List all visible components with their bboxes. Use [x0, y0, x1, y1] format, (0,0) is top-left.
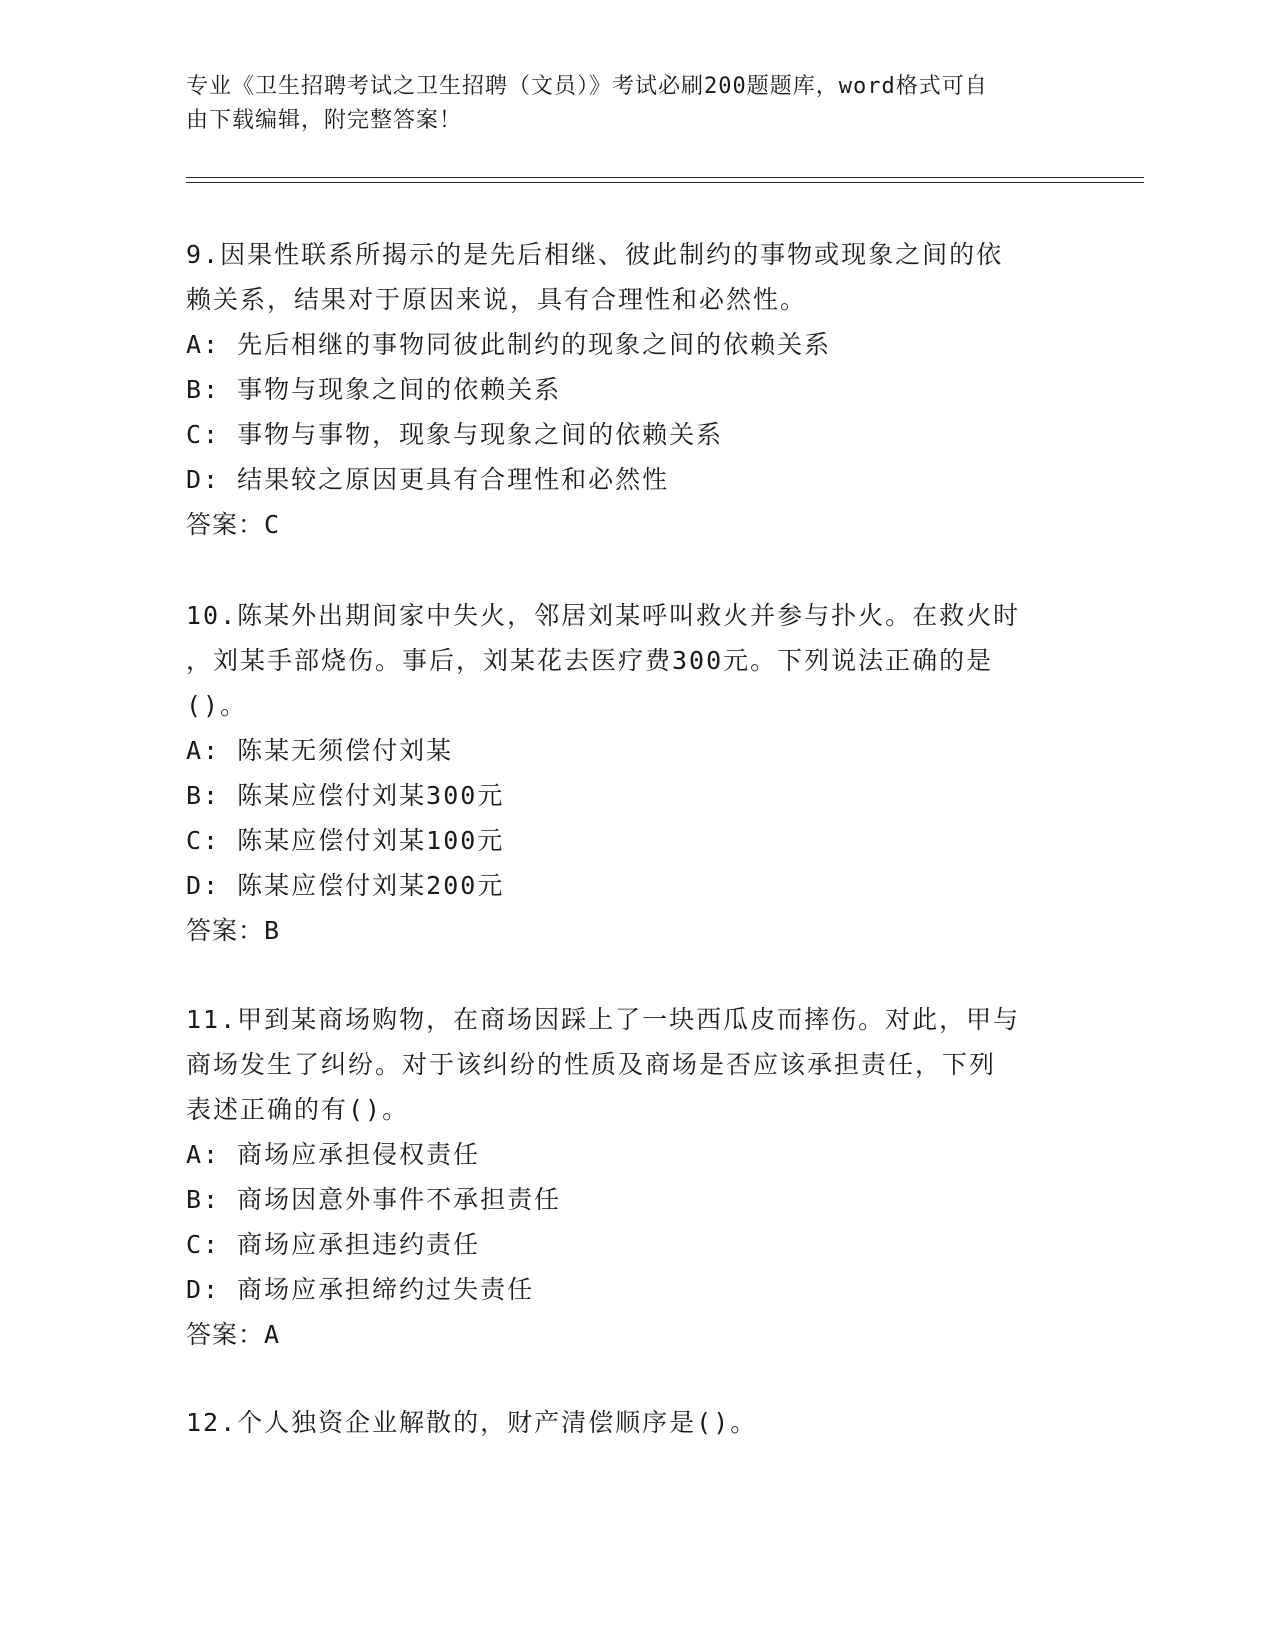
option-a: [186, 728, 1066, 773]
answer-value: C: [264, 510, 281, 539]
question-10: [186, 593, 1066, 953]
option-text: 陈某应偿付刘某200元: [237, 871, 505, 900]
answer-label: 答案：: [186, 1320, 265, 1349]
option-letter: B:: [186, 375, 221, 404]
question-stem: [186, 232, 1066, 322]
option-c: [186, 1222, 1066, 1267]
answer-label: 答案：: [186, 916, 265, 945]
option-b: [186, 1177, 1066, 1222]
question-stem: [186, 593, 1066, 728]
question-12: [186, 1400, 1066, 1445]
answer-value: A: [264, 1320, 281, 1349]
option-b: [186, 773, 1066, 818]
option-a: [186, 1132, 1066, 1177]
option-letter: A:: [186, 1140, 221, 1169]
stem-line: 赖关系，结果对于原因来说，具有合理性和必然性。: [186, 285, 808, 314]
stem-line: 11.甲到某商场购物，在商场因踩上了一块西瓜皮而摔伤。对此，甲与: [186, 1005, 1021, 1034]
question-stem: [186, 997, 1066, 1132]
stem-line: 10.陈某外出期间家中失火，邻居刘某呼叫救火并参与扑火。在救火时: [186, 601, 1021, 630]
answer-line: [186, 502, 1066, 547]
option-text: 先后相继的事物同彼此制约的现象之间的依赖关系: [237, 330, 832, 359]
stem-line: ()。: [186, 691, 248, 720]
option-letter: D:: [186, 1275, 221, 1304]
option-text: 商场应承担缔约过失责任: [237, 1275, 535, 1304]
option-letter: B:: [186, 1185, 221, 1214]
option-text: 商场应承担违约责任: [237, 1230, 481, 1259]
answer-line: [186, 1312, 1066, 1357]
option-letter: B:: [186, 781, 221, 810]
header-divider-top: [186, 177, 1144, 178]
stem-line: 商场发生了纠纷。对于该纠纷的性质及商场是否应该承担责任，下列: [186, 1050, 997, 1079]
option-text: 陈某无须偿付刘某: [237, 736, 454, 765]
option-text: 陈某应偿付刘某300元: [237, 781, 505, 810]
option-d: [186, 457, 1066, 502]
header-divider-bottom: [186, 182, 1144, 183]
stem-line: 12.个人独资企业解散的，财产清偿顺序是()。: [186, 1408, 758, 1437]
option-text: 事物与事物，现象与现象之间的依赖关系: [237, 420, 724, 449]
option-c: [186, 412, 1066, 457]
stem-line: ，刘某手部烧伤。事后，刘某花去医疗费300元。下列说法正确的是: [186, 646, 994, 675]
option-letter: C:: [186, 826, 221, 855]
answer-value: B: [264, 916, 281, 945]
option-a: [186, 322, 1066, 367]
stem-line: 表述正确的有()。: [186, 1095, 410, 1124]
option-text: 陈某应偿付刘某100元: [237, 826, 505, 855]
option-text: 商场应承担侵权责任: [237, 1140, 481, 1169]
question-9: [186, 232, 1066, 547]
document-header: [186, 70, 1066, 138]
option-letter: D:: [186, 465, 221, 494]
option-d: [186, 1267, 1066, 1312]
option-b: [186, 367, 1066, 412]
option-letter: D:: [186, 871, 221, 900]
option-letter: C:: [186, 1230, 221, 1259]
option-text: 商场因意外事件不承担责任: [237, 1185, 562, 1214]
stem-line: 9.因果性联系所揭示的是先后相继、彼此制约的事物或现象之间的依: [186, 240, 1004, 269]
answer-line: [186, 908, 1066, 953]
question-11: [186, 997, 1066, 1357]
option-letter: A:: [186, 736, 221, 765]
question-stem: [186, 1400, 1066, 1445]
option-letter: A:: [186, 330, 221, 359]
option-text: 结果较之原因更具有合理性和必然性: [237, 465, 670, 494]
option-c: [186, 818, 1066, 863]
option-text: 事物与现象之间的依赖关系: [237, 375, 562, 404]
option-d: [186, 863, 1066, 908]
header-line-2: 由下载编辑，附完整答案！: [186, 108, 463, 133]
answer-label: 答案：: [186, 510, 265, 539]
header-line-1: 专业《卫生招聘考试之卫生招聘（文员）》考试必刷200题题库，word格式可自: [186, 74, 988, 99]
option-letter: C:: [186, 420, 221, 449]
